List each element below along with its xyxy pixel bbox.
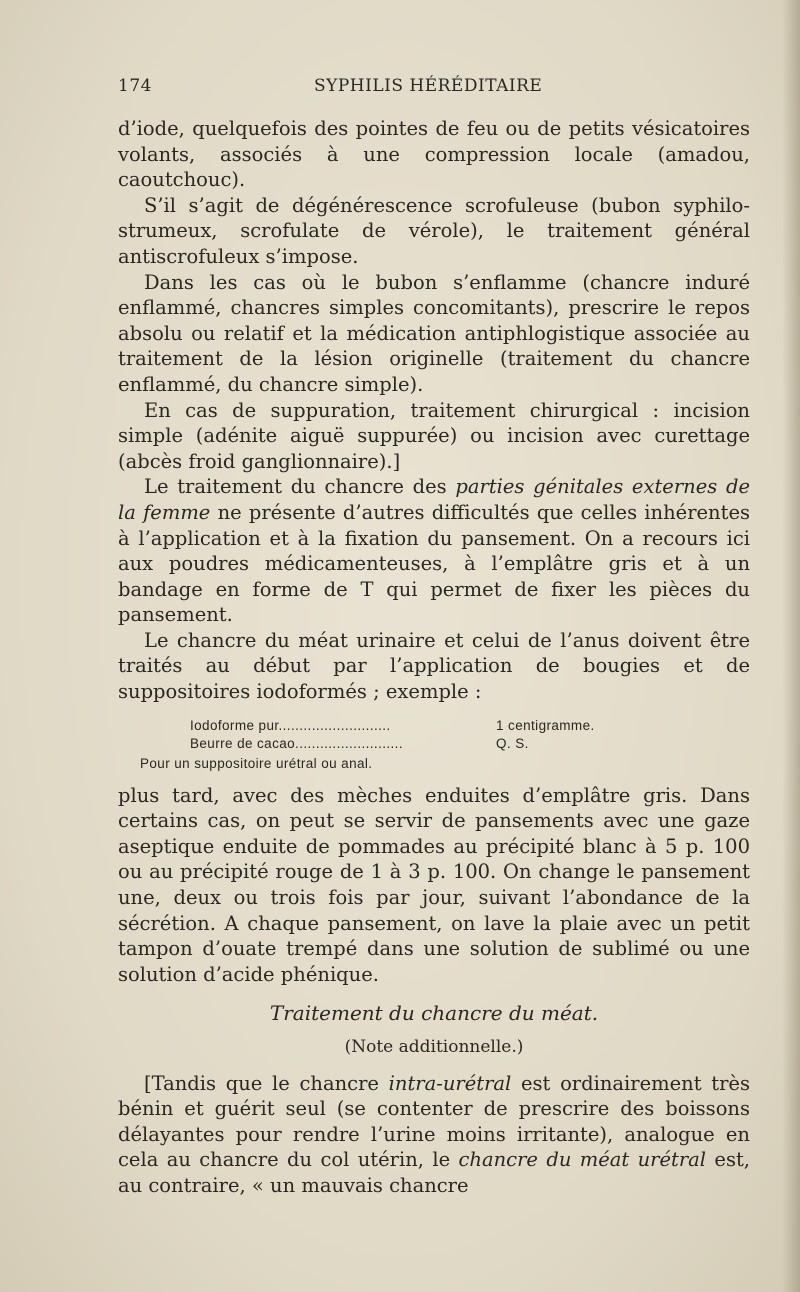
emphasis: intra-urétral bbox=[388, 1071, 512, 1095]
text-run: est, au contraire, « un mauvais chancre bbox=[118, 1148, 750, 1197]
page-number: 174 bbox=[118, 76, 152, 96]
text-run: ne présente d’autres difficultés que celles inhérentes à l’application et à la fixation du pansement. On a recours ici aux poudres médicamenteuses, à l’emplâtre gris et à un bandage en forme de T qui permet de fixer les pièces du pansement. bbox=[118, 500, 750, 627]
paragraph bbox=[118, 1071, 750, 1199]
emphasis: chancre du méat urétral bbox=[458, 1148, 707, 1172]
formula-note: Pour un suppositoire urétral ou anal. bbox=[140, 755, 373, 771]
running-title: SYPHILIS HÉRÉDITAIRE bbox=[314, 76, 543, 96]
formula-quantity: 1 centigramme. bbox=[496, 717, 595, 733]
text-run: Le traitement du chancre des bbox=[144, 475, 456, 499]
formula-row bbox=[118, 735, 750, 753]
paragraph: d’iode, quelquefois des pointes de feu ou de petits vésicatoires volants, associés à une compression locale (amadou, caoutchouc). bbox=[118, 117, 750, 192]
formula-ingredient: Beurre de cacao.......................... bbox=[190, 735, 403, 751]
body-text bbox=[118, 116, 750, 1199]
formula-row bbox=[118, 717, 750, 735]
paragraph: Dans les cas où le bubon s’enflamme (chancre induré enflammé, chancres simples concomitants), prescrire le repos absolu ou relatif et la médication antiphlogistique associée au traitement de la lésion originelle (traitement du chancre enflammé, du chancre simple). bbox=[118, 270, 750, 396]
page-edge-shadow bbox=[782, 0, 800, 1292]
formula-quantity: Q. S. bbox=[496, 735, 529, 751]
section-subtitle: (Note additionnelle.) bbox=[344, 1037, 524, 1057]
formula-ingredient: Iodoforme pur........................... bbox=[190, 717, 391, 733]
page-header bbox=[118, 76, 748, 100]
section-title: Traitement du chancre du méat. bbox=[269, 1001, 599, 1026]
text-run: est ordinairement très bénin et guérit seul (se contenter de prescrire des boissons délayantes pour rendre l’urine moins irritante), analogue en cela au chancre du col utérin, le bbox=[118, 1071, 750, 1172]
paragraph bbox=[118, 474, 750, 628]
paragraph: Le chancre du méat urinaire et celui de l’anus doivent être traités au début par l’application de bougies et de suppositoires iodoformés ; exemple : bbox=[118, 628, 750, 704]
emphasis: parties génitales externes de la femme bbox=[118, 475, 750, 524]
prescription-formula bbox=[118, 717, 750, 773]
paragraph: S’il s’agit de dégénérescence scrofuleuse (bubon syphilo-strumeux, scrofulate de vérole), le traitement général antiscrofuleux s’impose. bbox=[118, 193, 750, 268]
paragraph: plus tard, avec des mèches enduites d’emplâtre gris. Dans certains cas, on peut se servir de pansements avec une gaze aseptique enduite de pommades au précipité blanc à 5 p. 100 ou au précipité rouge de 1 à 3 p. 100. On change le pansement une, deux ou trois fois par jour, suivant l’abondance de la sécrétion. A chaque pansement, on lave la plaie avec un petit tampon d’ouate trempé dans une solution de sublimé ou une solution d’acide phénique. bbox=[118, 783, 750, 986]
paragraph: En cas de suppuration, traitement chirurgical : incision simple (adénite aiguë suppurée) ou incision avec curettage (abcès froid ganglionnaire).] bbox=[118, 398, 750, 473]
text-run: [Tandis que le chancre bbox=[144, 1071, 389, 1095]
